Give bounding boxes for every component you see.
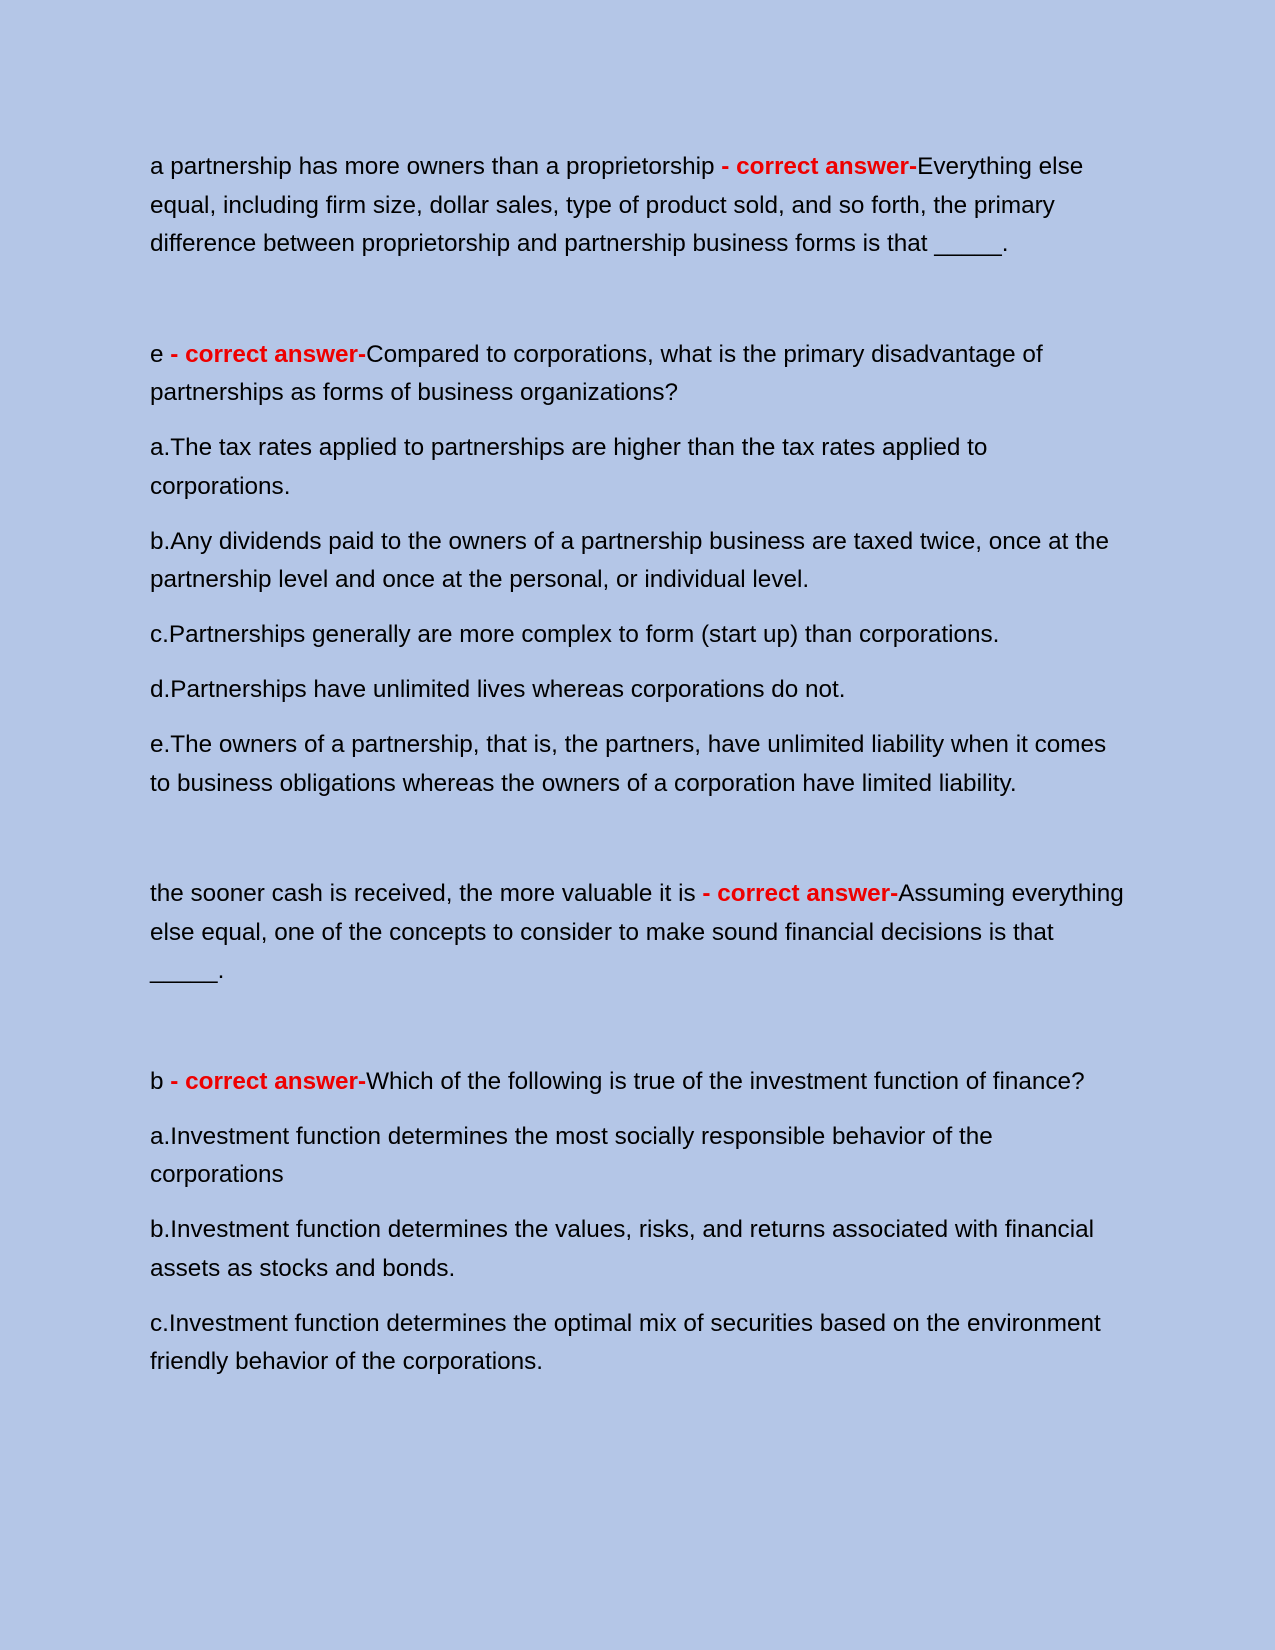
answer-option: b.Any dividends paid to the owners of a partnership business are taxed twice, once at the partnership level and once at the personal, or individual level.: [150, 527, 1109, 593]
qa-line: [150, 875, 1125, 991]
qa-item: [150, 336, 1125, 804]
answer-option: e.The owners of a partnership, that is, the partners, have unlimited liability when it comes to business obligations whereas the owners of a corporation have limited liability.: [150, 731, 1107, 797]
correct-answer-marker: - correct answer-: [695, 880, 899, 907]
correct-answer-marker: - correct answer-: [163, 340, 367, 368]
qa-line: [150, 148, 1125, 264]
qa-line: [150, 336, 1125, 413]
answer-option: c.Partnerships generally are more complex to form (start up) than corporations.: [150, 621, 1000, 648]
question-text: Compared to corporations, what is the primary disadvantage of partnerships as forms of business organizations?: [150, 340, 1043, 406]
answer-option: b.Investment function determines the values, risks, and returns associated with financial assets as stocks and bonds.: [150, 1216, 1095, 1282]
question-text: Everything else equal, including firm size, dollar sales, type of product sold, and so forth, the primary difference between proprietorship and partnership business forms is that _____.: [150, 153, 1084, 257]
answer-option: a.The tax rates applied to partnerships are higher than the tax rates applied to corporations.: [150, 434, 988, 500]
document-body: [150, 148, 1125, 1382]
qa-item: [150, 148, 1125, 264]
answer-option: c.Investment function determines the optimal mix of securities based on the environment friendly behavior of the corporations.: [150, 1309, 1101, 1375]
qa-item: [150, 875, 1125, 991]
qa-line: [150, 1063, 1125, 1102]
answer-option: a.Investment function determines the most socially responsible behavior of the corporations: [150, 1122, 993, 1188]
answer-text: e: [150, 340, 164, 368]
question-text: Which of the following is true of the investment function of finance?: [366, 1067, 1085, 1095]
qa-item: [150, 1063, 1125, 1382]
answer-text: b: [150, 1067, 164, 1095]
correct-answer-marker: - correct answer-: [163, 1067, 367, 1095]
correct-answer-marker: - correct answer-: [714, 153, 918, 180]
answer-text: the sooner cash is received, the more valuable it is: [150, 880, 696, 907]
answer-option: d.Partnerships have unlimited lives whereas corporations do not.: [150, 676, 846, 703]
answer-text: a partnership has more owners than a proprietorship: [150, 153, 715, 180]
question-text: Assuming everything else equal, one of the concepts to consider to make sound financial decisions is that _____.: [150, 880, 1124, 984]
